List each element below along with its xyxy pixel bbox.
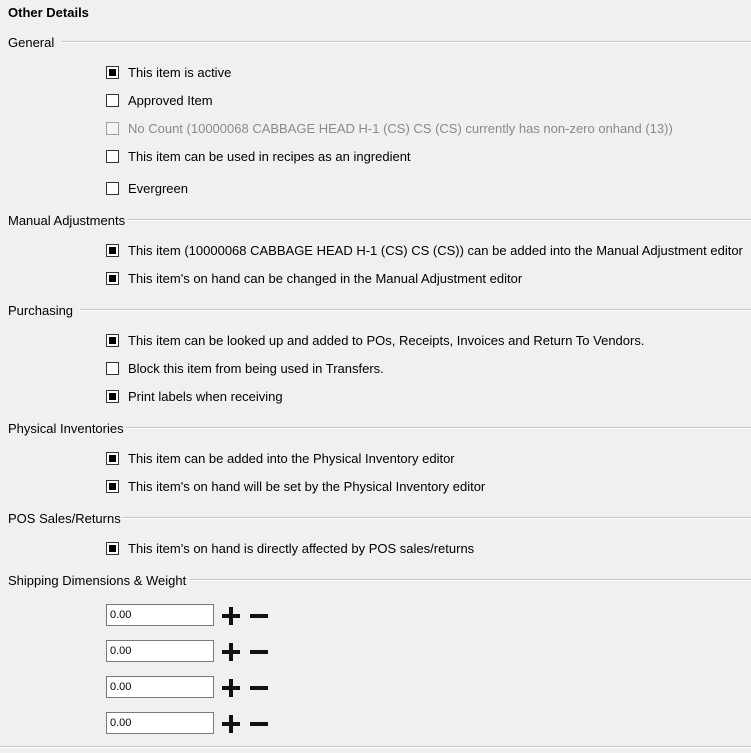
evergreen-checkbox-label[interactable]: Evergreen [128,181,188,196]
width-decrease-icon[interactable] [250,679,268,697]
width-increase-icon[interactable] [222,679,240,697]
physical-onhand-checkbox-label[interactable]: This item's on hand will be set by the Physical Inventory editor [128,479,486,494]
print-labels-checkbox-row[interactable] [106,389,283,404]
no-count-checkbox [106,122,119,135]
manual-add-checkbox-label[interactable]: This item (10000068 CABBAGE HEAD H-1 (CS) CS (CS)) can be added into the Manual Adjustment editor [128,243,743,258]
physical-add-checkbox-label[interactable]: This item can be added into the Physical Inventory editor [128,451,455,466]
no-count-checkbox-label: No Count (10000068 CABBAGE HEAD H-1 (CS) CS (CS) currently has non-zero onhand (13)) [128,121,673,136]
section-general-label: General [8,35,55,50]
section-divider [128,219,751,221]
length-decrease-icon[interactable] [250,715,268,733]
weight-decrease-icon[interactable] [250,607,268,625]
bottom-divider [0,746,751,748]
active-checkbox-row[interactable] [106,65,231,80]
recipe-ingredient-checkbox[interactable] [106,150,119,163]
section-divider [190,579,751,581]
physical-add-checkbox-row[interactable] [106,451,455,466]
physical-add-checkbox[interactable] [106,452,119,465]
section-divider [80,309,751,311]
section-shipping-label: Shipping Dimensions & Weight [8,573,187,588]
section-pos-sales-returns-label: POS Sales/Returns [8,511,121,526]
page-title: Other Details [8,5,89,20]
active-checkbox[interactable] [106,66,119,79]
block-transfers-checkbox-label[interactable]: Block this item from being used in Transfers. [128,361,384,376]
manual-add-checkbox[interactable] [106,244,119,257]
approved-checkbox[interactable] [106,94,119,107]
manual-onhand-checkbox-row[interactable] [106,271,522,286]
manual-onhand-checkbox[interactable] [106,272,119,285]
length-increase-icon[interactable] [222,715,240,733]
pos-onhand-checkbox[interactable] [106,542,119,555]
length-input[interactable] [106,712,214,734]
active-checkbox-label[interactable]: This item is active [128,65,232,80]
manual-add-checkbox-row[interactable] [106,243,743,258]
physical-onhand-checkbox[interactable] [106,480,119,493]
purchasing-lookup-checkbox-row[interactable] [106,333,644,348]
purchasing-lookup-checkbox-label[interactable]: This item can be looked up and added to POs, Receipts, Invoices and Return To Vendors. [128,333,645,348]
recipe-ingredient-checkbox-label[interactable]: This item can be used in recipes as an ingredient [128,149,411,164]
block-transfers-checkbox[interactable] [106,362,119,375]
height-increase-icon[interactable] [222,643,240,661]
pos-onhand-checkbox-row[interactable] [106,541,474,556]
manual-onhand-checkbox-label[interactable]: This item's on hand can be changed in the Manual Adjustment editor [128,271,523,286]
no-count-checkbox-row [106,121,673,136]
width-input[interactable] [106,676,214,698]
weight-increase-icon[interactable] [222,607,240,625]
section-divider [122,517,751,519]
pos-onhand-checkbox-label[interactable]: This item's on hand is directly affected by POS sales/returns [128,541,475,556]
height-input[interactable] [106,640,214,662]
approved-checkbox-label[interactable]: Approved Item [128,93,213,108]
section-divider [62,41,751,43]
section-physical-inventories-label: Physical Inventories [8,421,124,436]
section-purchasing-label: Purchasing [8,303,74,318]
physical-onhand-checkbox-row[interactable] [106,479,485,494]
block-transfers-checkbox-row[interactable] [106,361,384,376]
approved-checkbox-row[interactable] [106,93,213,108]
purchasing-lookup-checkbox[interactable] [106,334,119,347]
height-decrease-icon[interactable] [250,643,268,661]
weight-input[interactable] [106,604,214,626]
evergreen-checkbox-row[interactable] [106,181,188,196]
section-manual-adjustments-label: Manual Adjustments [8,213,126,228]
print-labels-checkbox-label[interactable]: Print labels when receiving [128,389,283,404]
recipe-ingredient-checkbox-row[interactable] [106,149,411,164]
print-labels-checkbox[interactable] [106,390,119,403]
section-divider [126,427,751,429]
evergreen-checkbox[interactable] [106,182,119,195]
